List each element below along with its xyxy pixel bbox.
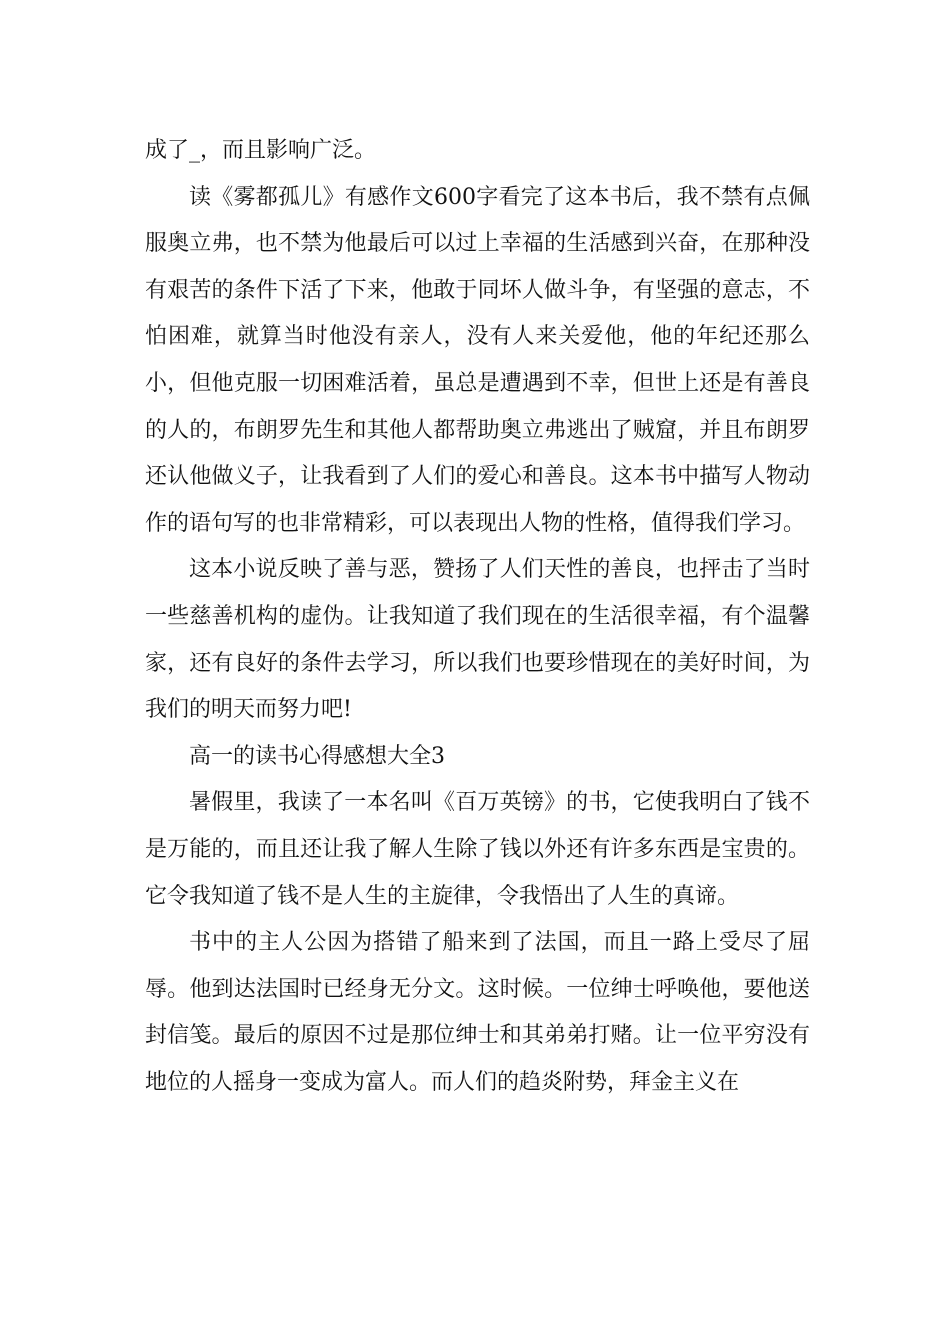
document-page xyxy=(145,128,810,1106)
paragraph-oliver-twist-review: 读《雾都孤儿》有感作文600字看完了这本书后，我不禁有点佩服奥立弗，也不禁为他最后可以过上幸福的生活感到兴奋，在那种没有艰苦的条件下活了下来，他敢于同坏人做斗争，有坚强的意志，不怕困难，就算当时他没有亲人，没有人来关爱他，他的年纪还那么小，但他克服一切困难活着，虽总是遭遇到不幸，但世上还是有善良的人的，布朗罗先生和其他人都帮助奥立弗逃出了贼窟，并且布朗罗还认他做义子，让我看到了人们的爱心和善良。这本书中描写人物动作的语句写的也非常精彩，可以表现出人物的性格，值得我们学习。 xyxy=(145,184,810,536)
paragraph-oliver-twist-reflection: 这本小说反映了善与恶，赞扬了人们天性的善良，也抨击了当时一些慈善机构的虚伪。让我知道了我们现在的生活很幸福，有个温馨家，还有良好的条件去学习，所以我们也要珍惜现在的美好时间，为我们的明天而努力吧! xyxy=(145,557,810,723)
section-heading: 高一的读书心得感想大全3 xyxy=(189,743,445,769)
paragraph-million-pound-intro: 暑假里，我读了一本名叫《百万英镑》的书，它使我明白了钱不是万能的，而且还让我了解人生除了钱以外还有许多东西是宝贵的。它令我知道了钱不是人生的主旋律，令我悟出了人生的真谛。 xyxy=(145,790,810,909)
paragraph-continuation: 成了_，而且影响广泛。 xyxy=(145,138,377,163)
paragraph-million-pound-story: 书中的主人公因为搭错了船来到了法国，而且一路上受尽了屈辱。他到达法国时已经身无分文。这时候。一位绅士呼唤他，要他送封信笺。最后的原因不过是那位绅士和其弟弟打赌。让一位平穷没有地位的人摇身一变成为富人。而人们的趋炎附势，拜金主义在 xyxy=(145,930,810,1095)
